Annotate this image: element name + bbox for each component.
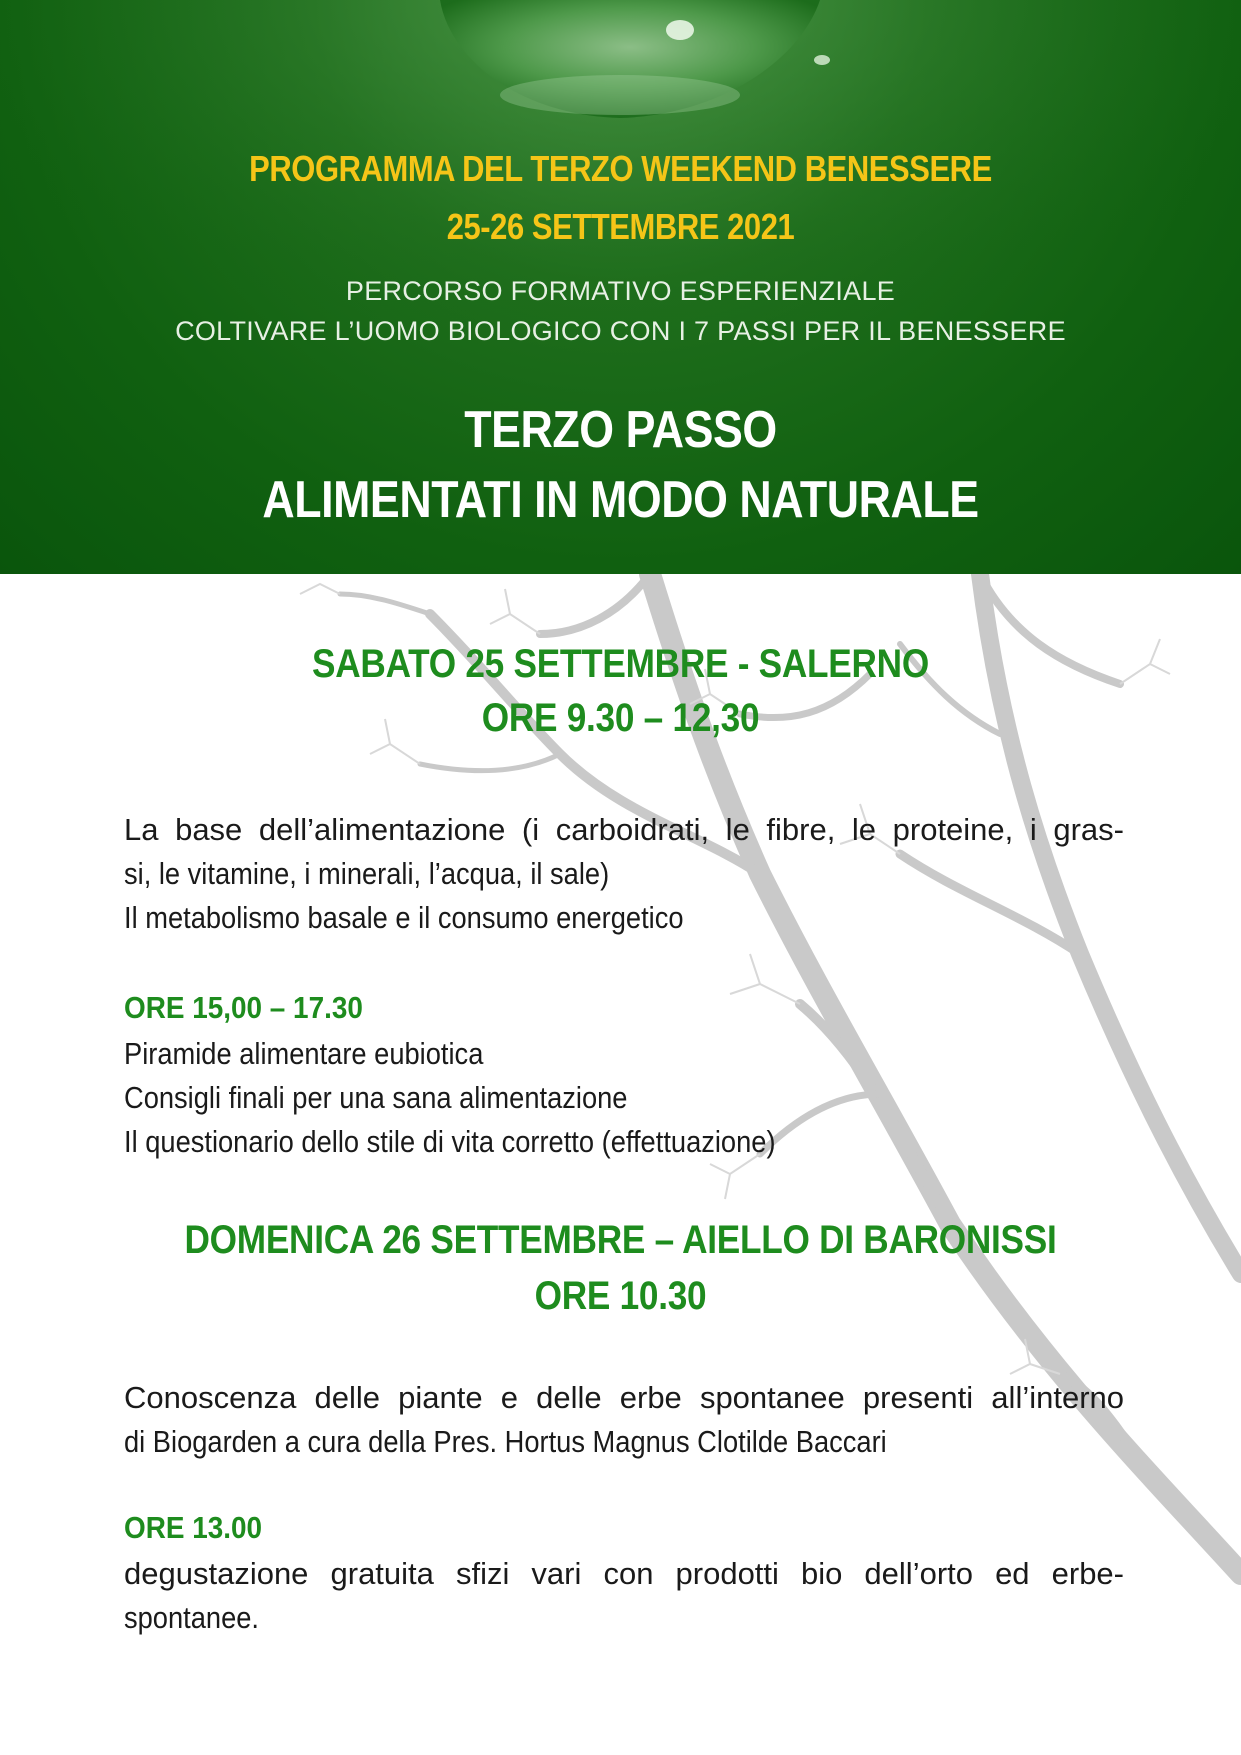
sunday-lunch-line-2: spontanee. [124,1600,260,1635]
sunday-time: ORE 10.30 [534,1274,707,1318]
saturday-line-1: La base dell’alimentazione (i carboidrati, le fibre, le proteine, i gras- [124,812,1124,847]
sunday-lunch-time: ORE 13.00 [124,1510,263,1545]
sunday-line-2: di Biogarden a cura della Pres. Hortus Magnus Clotilde Baccari [124,1424,887,1459]
saturday-afternoon-time: ORE 15,00 – 17.30 [124,990,363,1025]
saturday-afternoon-line-3: Il questionario dello stile di vita corretto (effettuazione) [124,1124,776,1159]
saturday-afternoon-line-2: Consigli finali per una sana alimentazione [124,1080,628,1115]
step-title-line2: ALIMENTATI IN MODO NATURALE [262,471,979,529]
program-title-line2: 25-26 SETTEMBRE 2021 [446,206,795,247]
header-banner [0,0,1241,574]
program-title-line1: PROGRAMMA DEL TERZO WEEKEND BENESSERE [249,148,992,189]
program-subtitle-line1: PERCORSO FORMATIVO ESPERIENZIALE [345,276,896,306]
sunday-heading: DOMENICA 26 SETTEMBRE – AIELLO DI BARONISSI [184,1218,1057,1262]
saturday-afternoon-line-1: Piramide alimentare eubiotica [124,1036,484,1071]
sunday-line-1: Conoscenza delle piante e delle erbe spontanee presenti all’interno [124,1380,1124,1415]
sunday-lunch-line-1: degustazione gratuita sfizi vari con prodotti bio dell’orto ed erbe- [124,1556,1124,1591]
saturday-line-2: si, le vitamine, i minerali, l’acqua, il sale) [124,856,610,891]
saturday-line-3: Il metabolismo basale e il consumo energetico [124,900,684,935]
saturday-time: ORE 9.30 – 12,30 [481,696,760,740]
saturday-heading: SABATO 25 SETTEMBRE - SALERNO [312,642,929,686]
program-subtitle-line2: COLTIVARE L’UOMO BIOLOGICO CON I 7 PASSI PER IL BENESSERE [175,316,1066,346]
step-title-line1: TERZO PASSO [464,401,777,459]
